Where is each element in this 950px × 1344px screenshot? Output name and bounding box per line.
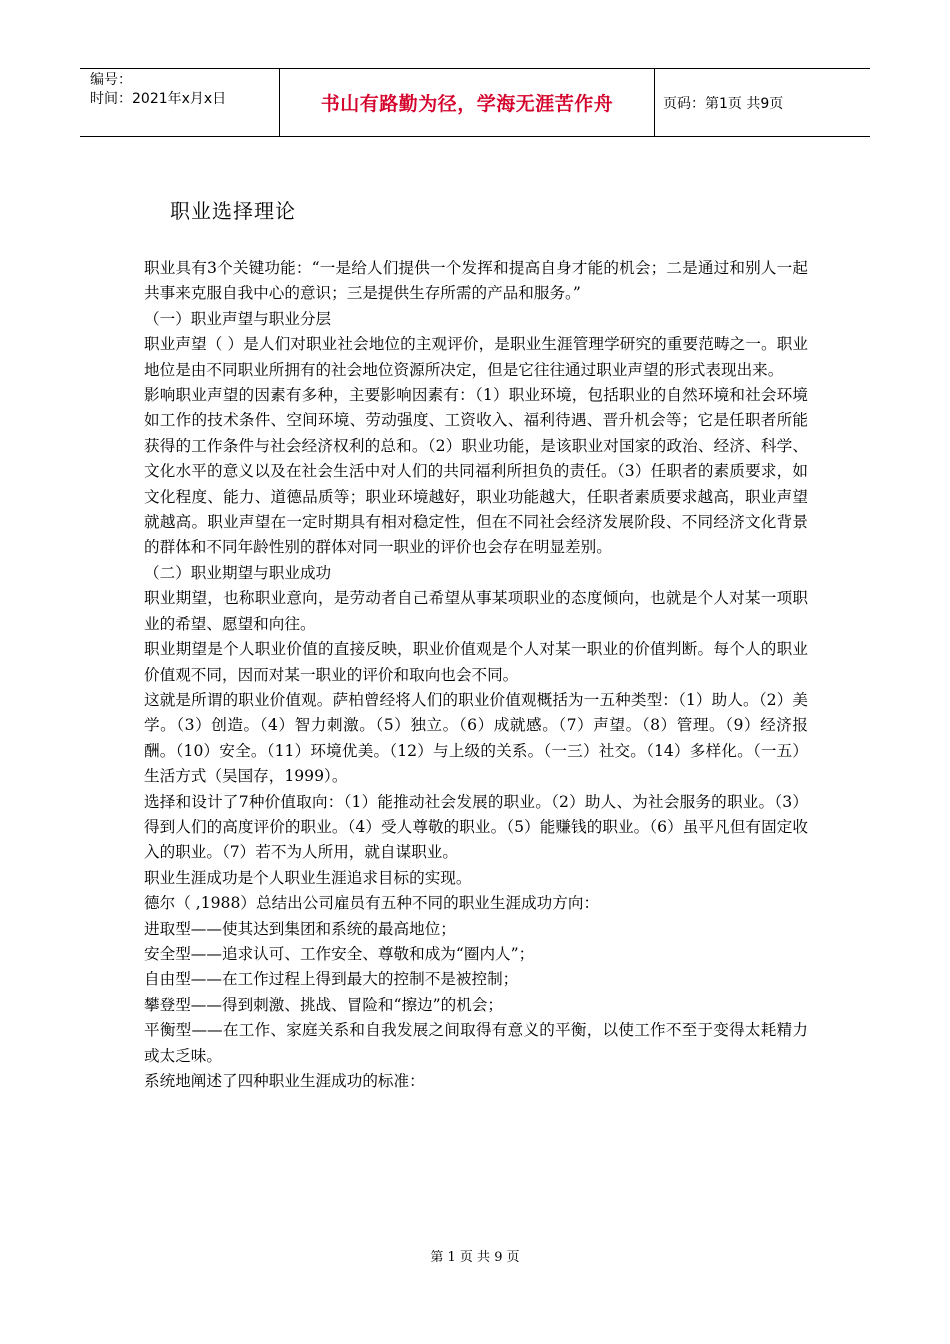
page-footer: 第 1 页 共 9 页 <box>430 1250 520 1265</box>
list-item: 自由型——在工作过程上得到最大的控制不是被控制； <box>144 970 519 989</box>
paragraph: 职业声望（ ）是人们对职业社会地位的主观评价，是职业生涯管理学研究的重要范畴之一。职业地位是由不同职业所拥有的社会地位资源所决定，但是它往往通过职业声望的形式表现出来。 <box>144 335 808 379</box>
document-number-label: 编号： <box>90 72 132 88</box>
header-page-number: 页码：第1页 共9页 <box>663 95 784 112</box>
header-motto: 书山有路勤为径，学海无涯苦作舟 <box>280 69 655 136</box>
page-header <box>80 68 870 137</box>
list-item: 攀登型——得到刺激、挑战、冒险和“擦边”的机会； <box>144 995 504 1014</box>
document-body <box>144 256 808 1094</box>
list-item: 安全型——追求认可、工作安全、尊敬和成为“圈内人”； <box>144 944 535 963</box>
list-item: 平衡型——在工作、家庭关系和自我发展之间取得有意义的平衡，以使工作不至于变得太耗精力或太乏味。 <box>144 1021 808 1065</box>
paragraph: 德尔（ ,1988）总结出公司雇员有五种不同的职业生涯成功方向： <box>144 894 600 913</box>
document-title: 职业选择理论 <box>170 199 296 223</box>
section-heading: （一）职业声望与职业分层 <box>144 309 332 328</box>
paragraph: 职业期望，也称职业意向，是劳动者自己希望从事某项职业的态度倾向，也就是个人对某一项职业的希望、愿望和向往。 <box>144 589 808 633</box>
paragraph: 职业具有3个关键功能：“一是给人们提供一个发挥和提高自身才能的机会；二是通过和别人一起共事来克服自我中心的意识；三是提供生存所需的产品和服务。” <box>144 259 808 303</box>
document-date: 时间：2021年x月x日 <box>90 91 227 107</box>
section-heading: （二）职业期望与职业成功 <box>144 563 332 582</box>
paragraph: 职业生涯成功是个人职业生涯追求目标的实现。 <box>144 868 472 887</box>
paragraph: 系统地阐述了四种职业生涯成功的标准： <box>144 1072 425 1090</box>
list-item: 进取型——使其达到集团和系统的最高地位； <box>144 919 456 938</box>
paragraph: 职业期望是个人职业价值的直接反映，职业价值观是个人对某一职业的价值判断。每个人的职业价值观不同，因而对某一职业的评价和取向也会不同。 <box>144 640 808 684</box>
paragraph: 选择和设计了7种价值取向：（1）能推动社会发展的职业。（2）助人、为社会服务的职业。（3）得到人们的高度评价的职业。（4）受人尊敬的职业。（5）能赚钱的职业。（6）虽平凡但有固定收入的职业。（7）若不为人所用，就自谋职业。 <box>144 792 808 862</box>
paragraph: 影响职业声望的因素有多种，主要影响因素有：（1）职业环境，包括职业的自然环境和社会环境如工作的技术条件、空间环境、劳动强度、工资收入、福利待遇、晋升机会等；它是任职者所能获得的工作条件与社会经济权利的总和。（2）职业功能，是该职业对国家的政治、经济、科学、文化水平的意义以及在社会生活中对人们的共同福利所担负的责任。（3）任职者的素质要求，如文化程度、能力、道德品质等；职业环境越好，职业功能越大，任职者素质要求越高，职业声望就越高。职业声望在一定时期具有相对稳定性，但在不同社会经济发展阶段、不同经济文化背景的群体和不同年龄性别的群体对同一职业的评价也会存在明显差别。 <box>144 386 808 557</box>
paragraph: 这就是所谓的职业价值观。萨柏曾经将人们的职业价值观概括为一五种类型：（1）助人。（2）美学。（3）创造。（4）智力刺激。（5）独立。（6）成就感。（7）声望。（8）管理。（9）经济报酬。（10）安全。（11）环境优美。（12）与上级的关系。（一三）社交。（14）多样化。（一五）生活方式（吴国存，1999）。 <box>144 690 808 786</box>
header-meta <box>80 69 280 136</box>
